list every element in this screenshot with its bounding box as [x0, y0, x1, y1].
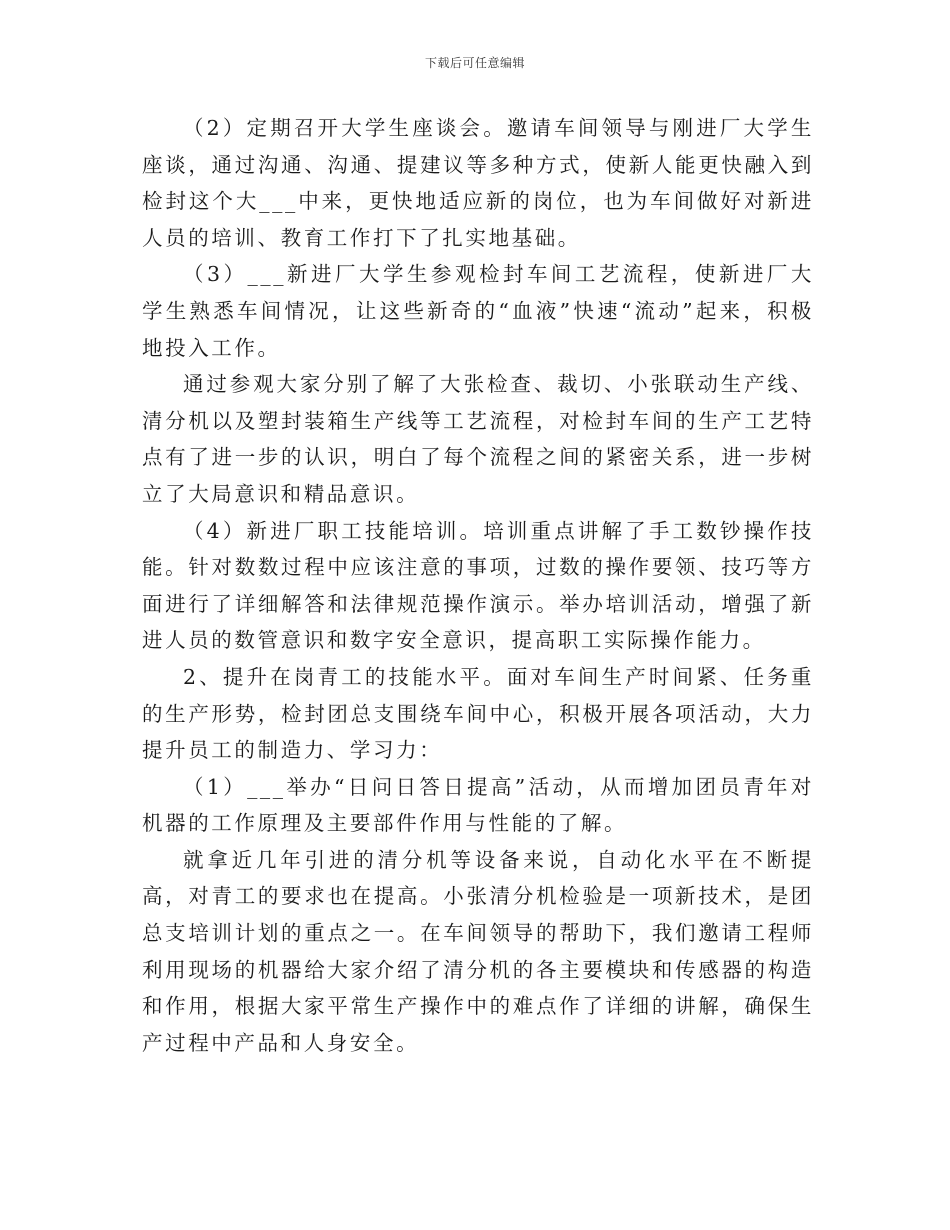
paragraph-item-1-activity: （1）___举办“日问日答日提高”活动，从而增加团员青年对机器的工作原理及主要部件作用与性能的了解。	[142, 774, 814, 836]
paragraph-section-2-skills: 2、提升在岗青工的技能水平。面对车间生产时间紧、任务重的生产形势，检封团总支围绕车间中心，积极开展各项活动，大力提升员工的制造力、学习力：	[142, 664, 814, 763]
page-header: 下载后可任意编辑	[424, 56, 525, 70]
paragraph-item-2-seminar: （2）定期召开大学生座谈会。邀请车间领导与刚进厂大学生座谈，通过沟通、沟通、提建议等多种方式，使新人能更快融入到检封这个大___中来，更快地适应新的岗位，也为车间做好对新进人员的培训、教育工作打下了扎实地基础。	[142, 116, 814, 250]
paragraph-visit-result: 通过参观大家分别了解了大张检查、裁切、小张联动生产线、清分机以及塑封装箱生产线等工艺流程，对检封车间的生产工艺特点有了进一步的认识，明白了每个流程之间的紧密关系，进一步树立了大局意识和精品意识。	[142, 372, 814, 506]
paragraph-equipment: 就拿近几年引进的清分机等设备来说，自动化水平在不断提高，对青工的要求也在提高。小张清分机检验是一项新技术，是团总支培训计划的重点之一。在车间领导的帮助下，我们邀请工程师利用现场的机器给大家介绍了清分机的各主要模块和传感器的构造和作用，根据大家平常生产操作中的难点作了详细的讲解，确保生产过程中产品和人身安全。	[142, 847, 814, 1055]
paragraph-item-3-visit: （3）___新进厂大学生参观检封车间工艺流程，使新进厂大学生熟悉车间情况，让这些新奇的“血液”快速“流动”起来，积极地投入工作。	[142, 262, 814, 360]
paragraph-item-4-training: （4）新进厂职工技能培训。培训重点讲解了手工数钞操作技能。针对数数过程中应该注意的事项，过数的操作要领、技巧等方面进行了详细解答和法律规范操作演示。举办培训活动，增强了新进人员的数管意识和数字安全意识，提高职工实际操作能力。	[142, 518, 814, 653]
document-body	[142, 110, 814, 1061]
